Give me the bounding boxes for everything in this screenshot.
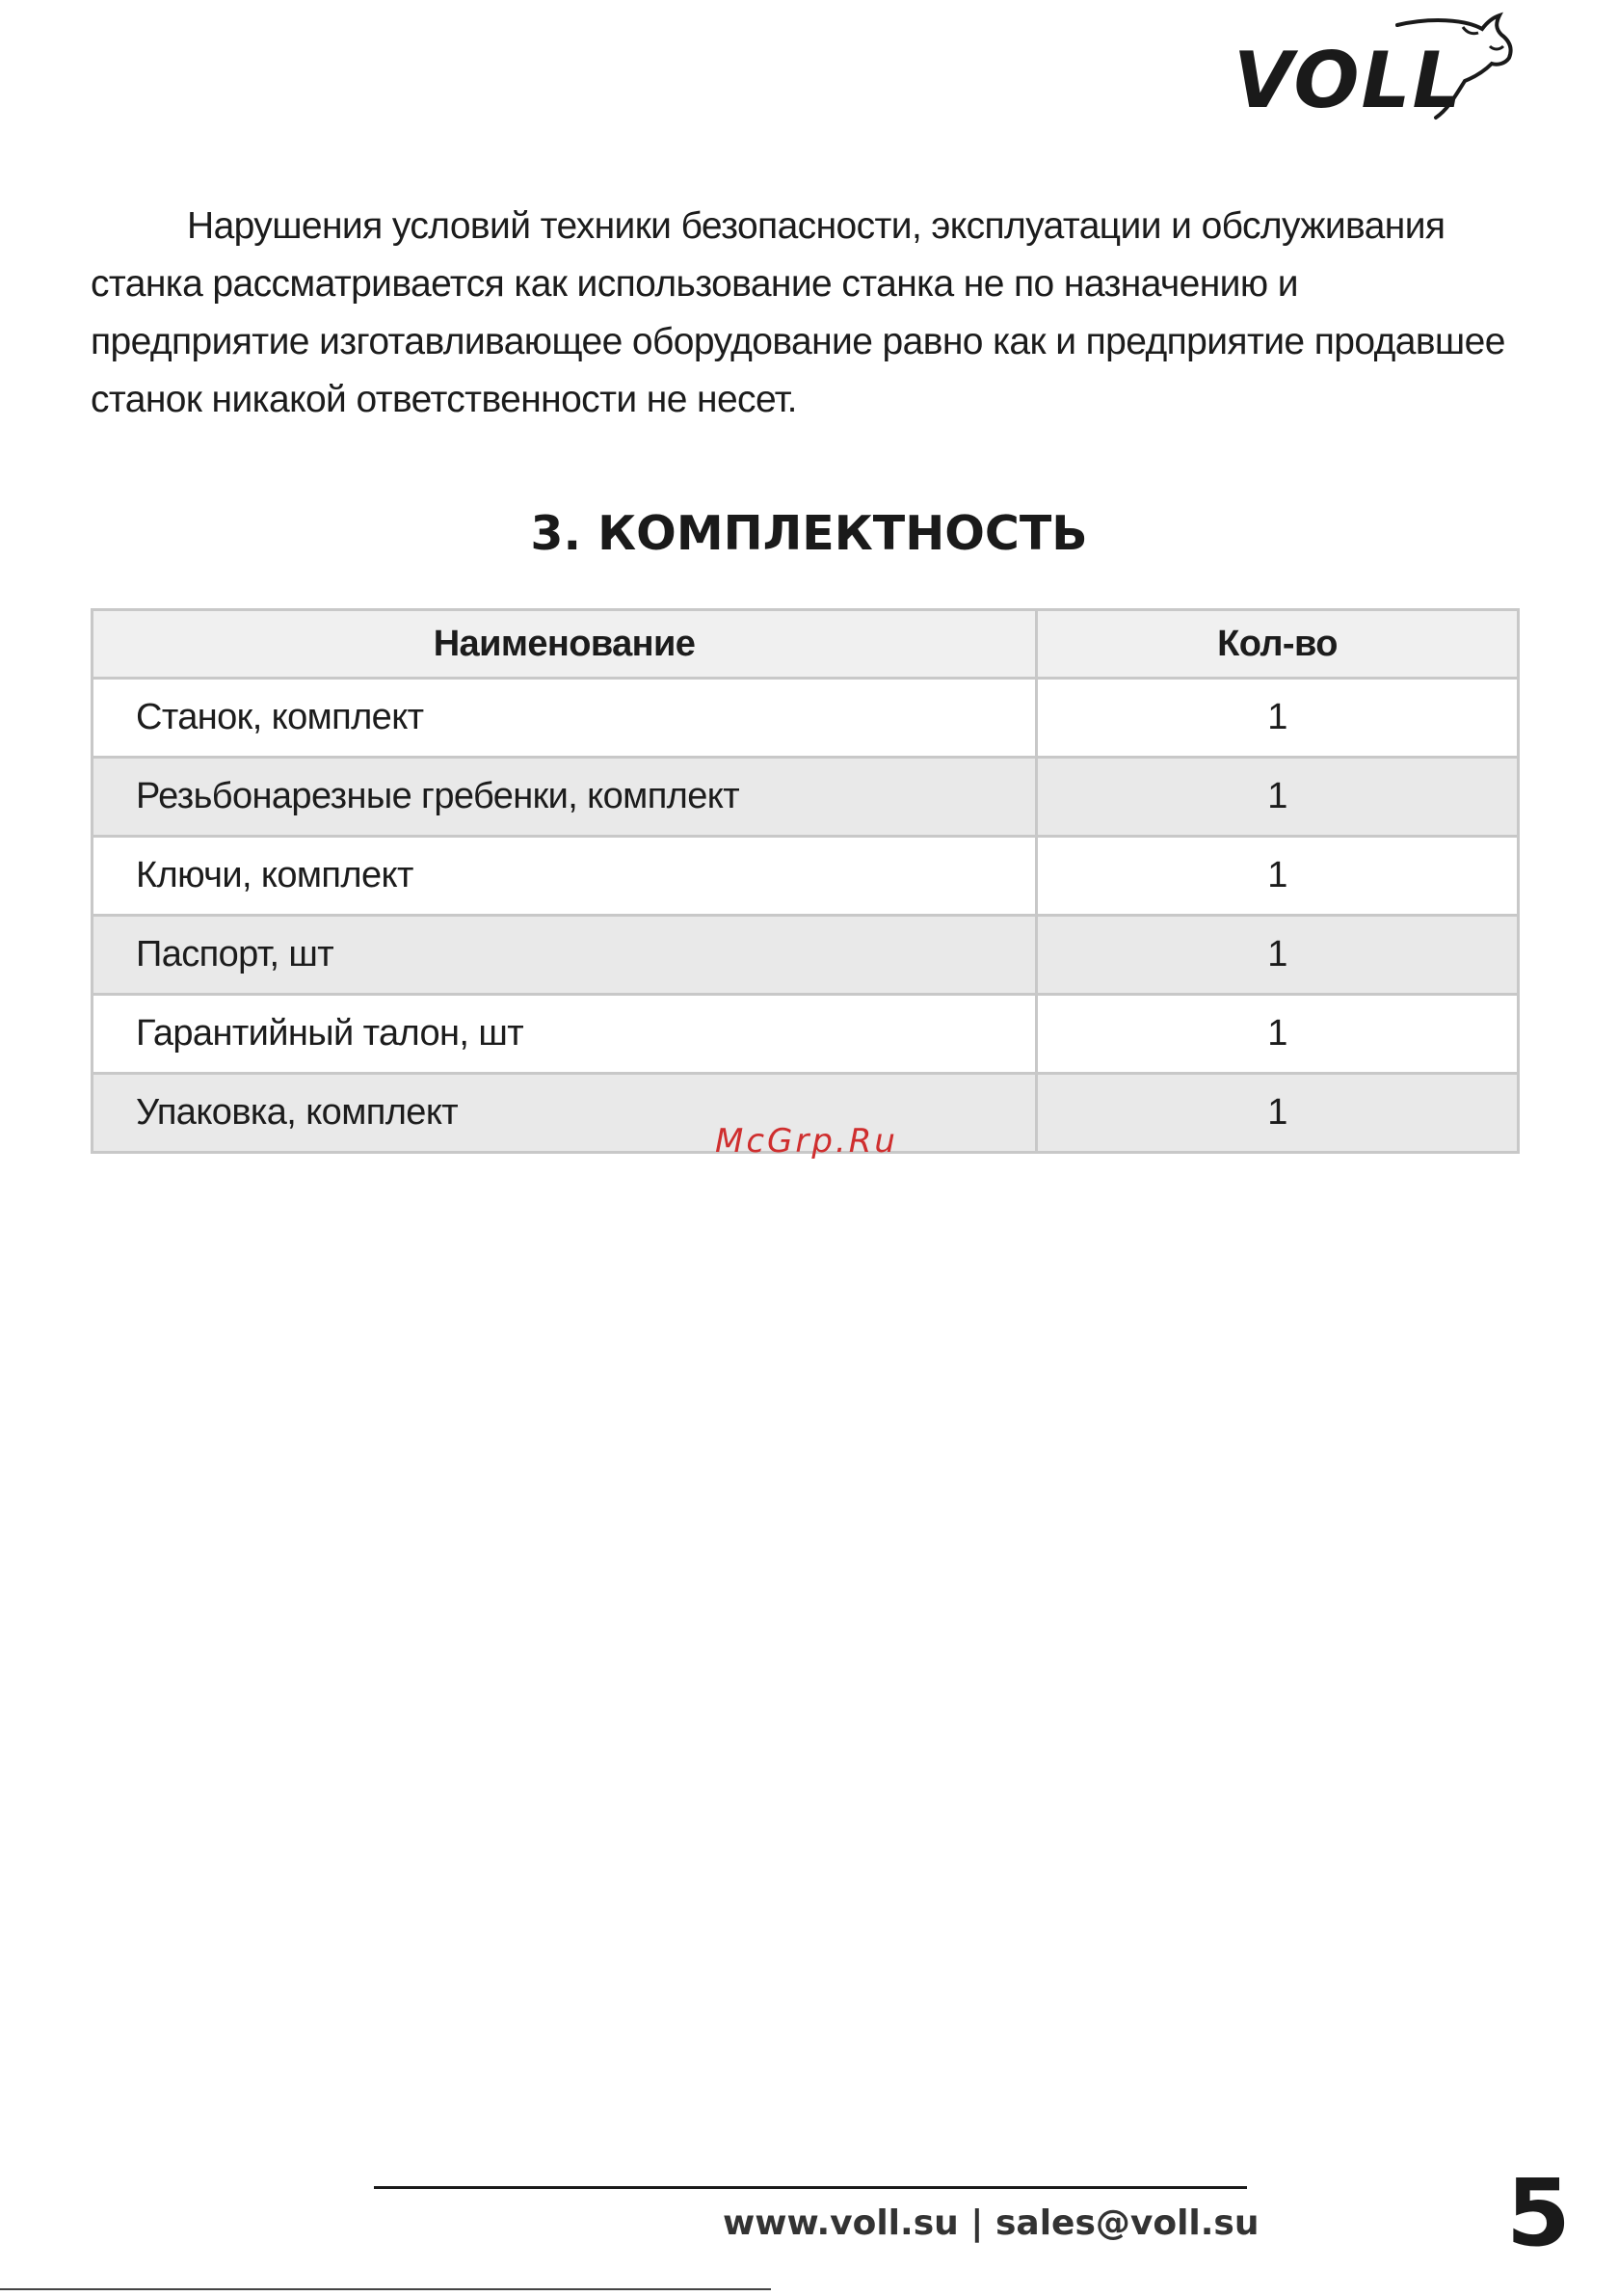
item-qty: 1 bbox=[1037, 1074, 1519, 1153]
item-qty: 1 bbox=[1037, 837, 1519, 916]
item-name: Резьбонарезные гребенки, комплект bbox=[93, 758, 1037, 837]
item-qty: 1 bbox=[1037, 679, 1519, 758]
table-row bbox=[93, 837, 1519, 916]
item-name: Станок, комплект bbox=[93, 679, 1037, 758]
item-name: Упаковка, комплект bbox=[93, 1074, 1037, 1153]
logo-wordmark: VOLL bbox=[1233, 36, 1464, 125]
table-row bbox=[93, 679, 1519, 758]
voll-logo bbox=[1224, 8, 1523, 123]
item-qty: 1 bbox=[1037, 758, 1519, 837]
footer-contacts: www.voll.su | sales@voll.su bbox=[723, 2203, 1260, 2243]
bottom-edge-line bbox=[0, 2288, 771, 2290]
table-header-row bbox=[93, 610, 1519, 679]
footer-divider bbox=[374, 2186, 1247, 2189]
contents-table bbox=[91, 608, 1520, 1154]
item-name: Гарантийный талон, шт bbox=[93, 995, 1037, 1074]
section-title: 3. КОМПЛЕКТНОСТЬ bbox=[530, 506, 1088, 561]
table-row bbox=[93, 758, 1519, 837]
table-row bbox=[93, 995, 1519, 1074]
table-row bbox=[93, 916, 1519, 995]
item-qty: 1 bbox=[1037, 995, 1519, 1074]
item-name: Паспорт, шт bbox=[93, 916, 1037, 995]
column-header-name: Наименование bbox=[93, 610, 1037, 679]
intro-paragraph: Нарушения условий техники безопасности, эксплуатации и обслуживания станка рассматривается как использование станка не по назначению и предприятие изготавливающее оборудование равно как и предприятие продавшее станок никакой ответственности не несет. bbox=[91, 205, 1505, 420]
page-number: 5 bbox=[1506, 2159, 1571, 2267]
column-header-qty: Кол-во bbox=[1037, 610, 1519, 679]
item-name: Ключи, комплект bbox=[93, 837, 1037, 916]
watermark-text: McGrp.Ru bbox=[715, 1122, 898, 1161]
item-qty: 1 bbox=[1037, 916, 1519, 995]
